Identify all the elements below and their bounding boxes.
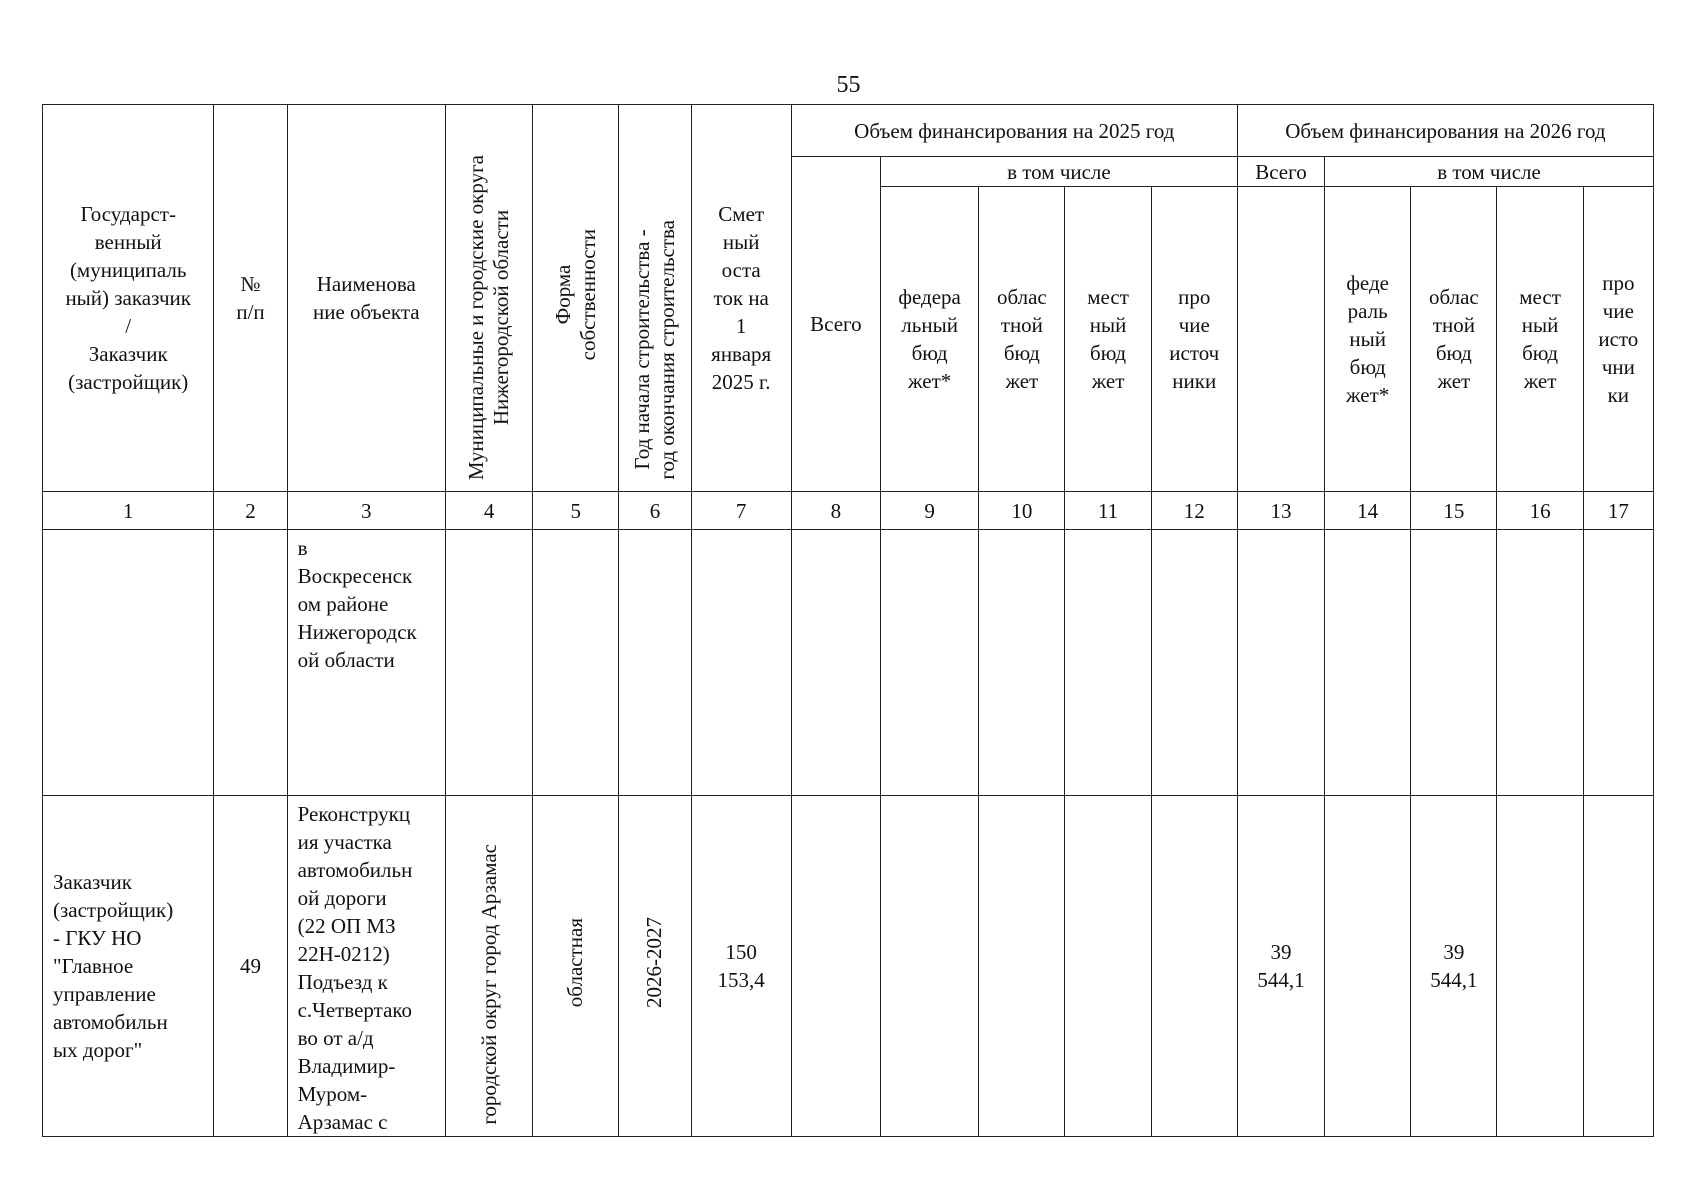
header-including-2026: в том числе — [1325, 157, 1654, 187]
column-number: 7 — [691, 492, 791, 530]
cell-reg-2025 — [979, 530, 1065, 796]
header-reg-2026: облас тной бюд жет — [1411, 187, 1497, 492]
cell-oth-2026 — [1583, 530, 1653, 796]
column-number-row — [43, 492, 1654, 530]
cell-num — [214, 530, 287, 796]
cell-oth-2025 — [1151, 530, 1237, 796]
column-number: 2 — [214, 492, 287, 530]
column-number: 17 — [1583, 492, 1653, 530]
column-number: 5 — [533, 492, 619, 530]
cell-municipality: городской округ город Арзамас — [445, 796, 532, 1137]
column-number: 9 — [881, 492, 979, 530]
column-number: 3 — [287, 492, 445, 530]
cell-fed-2025 — [881, 796, 979, 1137]
cell-loc-2025 — [1065, 796, 1151, 1137]
cell-years — [619, 530, 691, 796]
column-number: 15 — [1411, 492, 1497, 530]
cell-loc-2025 — [1065, 530, 1151, 796]
cell-oth-2025 — [1151, 796, 1237, 1137]
table-row — [43, 796, 1654, 1137]
cell-num: 49 — [214, 796, 287, 1137]
cell-fed-2026 — [1325, 796, 1411, 1137]
cell-ownership — [533, 530, 619, 796]
header-ownership: Форма собственности — [533, 105, 619, 492]
column-number: 14 — [1325, 492, 1411, 530]
header-municipality: Муниципальные и городские округа Нижегородской области — [445, 105, 532, 492]
header-total-2026: Всего — [1237, 157, 1324, 187]
cell-customer: Заказчик (застройщик) - ГКУ НО "Главное управление автомобильн ых дорог" — [43, 796, 214, 1137]
cell-fed-2026 — [1325, 530, 1411, 796]
cell-reg-2026 — [1411, 530, 1497, 796]
header-reg-2025: облас тной бюд жет — [979, 187, 1065, 492]
cell-object-name: в Воскресенск ом районе Нижегородск ой области — [287, 530, 445, 796]
cell-reg-2026: 39 544,1 — [1411, 796, 1497, 1137]
cell-years: 2026-2027 — [619, 796, 691, 1137]
header-total-2026-empty — [1237, 187, 1324, 492]
column-number: 10 — [979, 492, 1065, 530]
header-including-2025: в том числе — [881, 157, 1238, 187]
cell-ownership: областная — [533, 796, 619, 1137]
column-number: 16 — [1497, 492, 1583, 530]
page-number: 55 — [836, 72, 861, 98]
table-row — [43, 530, 1654, 796]
cell-total-2025 — [791, 530, 880, 796]
cell-object-name: Реконструкц ия участка автомобильн ой дороги (22 ОП МЗ 22Н-0212) Подъезд к с.Четвертако во от а/д Владимир- Муром- Арзамас с — [287, 796, 445, 1137]
cell-loc-2026 — [1497, 530, 1583, 796]
header-num: № п/п — [214, 105, 287, 492]
header-funding-2025: Объем финансирования на 2025 год — [791, 105, 1237, 157]
header-customer: Государст- венный (муниципаль ный) заказчик / Заказчик (застройщик) — [43, 105, 214, 492]
column-number: 6 — [619, 492, 691, 530]
header-fed-2025: федера льный бюд жет* — [881, 187, 979, 492]
cell-fed-2025 — [881, 530, 979, 796]
header-years: Год начала строительства - год окончания строительства — [619, 105, 691, 492]
header-oth-2026: про чие исто чни ки — [1583, 187, 1653, 492]
header-object-name: Наименова ние объекта — [287, 105, 445, 492]
header-fed-2026: феде раль ный бюд жет* — [1325, 187, 1411, 492]
cell-total-2025 — [791, 796, 880, 1137]
header-loc-2026: мест ный бюд жет — [1497, 187, 1583, 492]
column-number: 11 — [1065, 492, 1151, 530]
header-balance: Смет ный оста ток на 1 января 2025 г. — [691, 105, 791, 492]
cell-oth-2026 — [1583, 796, 1653, 1137]
cell-loc-2026 — [1497, 796, 1583, 1137]
column-number: 4 — [445, 492, 532, 530]
cell-total-2026: 39 544,1 — [1237, 796, 1324, 1137]
column-number: 1 — [43, 492, 214, 530]
column-number: 8 — [791, 492, 880, 530]
column-number: 13 — [1237, 492, 1324, 530]
column-number: 12 — [1151, 492, 1237, 530]
cell-balance: 150 153,4 — [691, 796, 791, 1137]
cell-reg-2025 — [979, 796, 1065, 1137]
financing-table — [42, 104, 1654, 1137]
cell-balance — [691, 530, 791, 796]
cell-total-2026 — [1237, 530, 1324, 796]
header-oth-2025: про чие источ ники — [1151, 187, 1237, 492]
cell-customer — [43, 530, 214, 796]
header-loc-2025: мест ный бюд жет — [1065, 187, 1151, 492]
header-total-2025: Всего — [791, 157, 880, 492]
header-row-1 — [43, 105, 1654, 157]
cell-municipality — [445, 530, 532, 796]
header-funding-2026: Объем финансирования на 2026 год — [1237, 105, 1653, 157]
